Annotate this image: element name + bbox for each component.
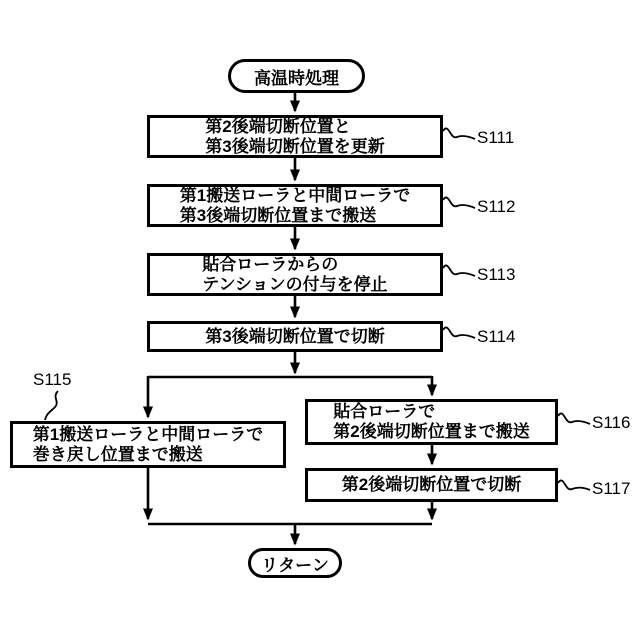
process-text-s111: [205, 117, 384, 157]
process-text-s115: [33, 425, 263, 465]
text-line: 第1搬送ローラと中間ローラで: [32, 424, 264, 444]
text-line: 第3後端切断位置を更新: [205, 136, 385, 156]
process-box-s114: [147, 321, 443, 352]
text-line: 第2後端切断位置と: [205, 116, 351, 136]
text-line: 第2後端切断位置まで搬送: [333, 422, 530, 441]
process-text-s113: [202, 255, 387, 295]
text-line: 貼合ローラからの: [202, 254, 339, 274]
step-label-s113: S113: [477, 265, 516, 284]
process-text-s117: [342, 475, 521, 495]
step-label-s117: S117: [592, 479, 631, 498]
step-label-s116: S116: [592, 413, 631, 432]
leader-s117: [558, 480, 590, 490]
process-box-s111: [147, 115, 443, 158]
process-text-s114: [205, 327, 384, 347]
text-line: 巻き戻し位置まで搬送: [32, 444, 203, 464]
leader-s113: [443, 265, 475, 276]
leader-s112: [443, 197, 475, 208]
process-text-s112: [180, 186, 410, 226]
step-label-s114: S114: [477, 327, 516, 346]
process-box-s112: [147, 184, 443, 227]
terminal-end: [248, 548, 342, 578]
leader-s111: [443, 128, 475, 139]
terminal-start-label: 高温時処理: [254, 68, 339, 88]
process-box-s113: [147, 253, 443, 296]
terminal-start: [228, 59, 365, 93]
text-line: テンションの付与を停止: [202, 274, 388, 294]
leader-s114: [443, 327, 475, 338]
process-box-s115: [10, 421, 286, 468]
terminal-end-label: リターン: [261, 555, 329, 575]
text-line: 第1搬送ローラと中間ローラで: [179, 185, 411, 205]
step-label-s111: S111: [477, 128, 515, 147]
text-line: 貼合ローラで: [333, 402, 436, 421]
process-text-s116: [333, 402, 529, 442]
step-label-s112: S112: [477, 197, 516, 216]
text-line: 第2後端切断位置で切断: [341, 475, 522, 494]
step-label-s115: S115: [33, 370, 72, 389]
leader-s115: [45, 391, 58, 420]
text-line: 第3後端切断位置まで搬送: [179, 205, 377, 225]
text-line: 第3後端切断位置で切断: [205, 326, 385, 346]
process-box-s116: [305, 399, 558, 445]
process-box-s117: [305, 468, 558, 502]
leader-s116: [558, 413, 590, 424]
